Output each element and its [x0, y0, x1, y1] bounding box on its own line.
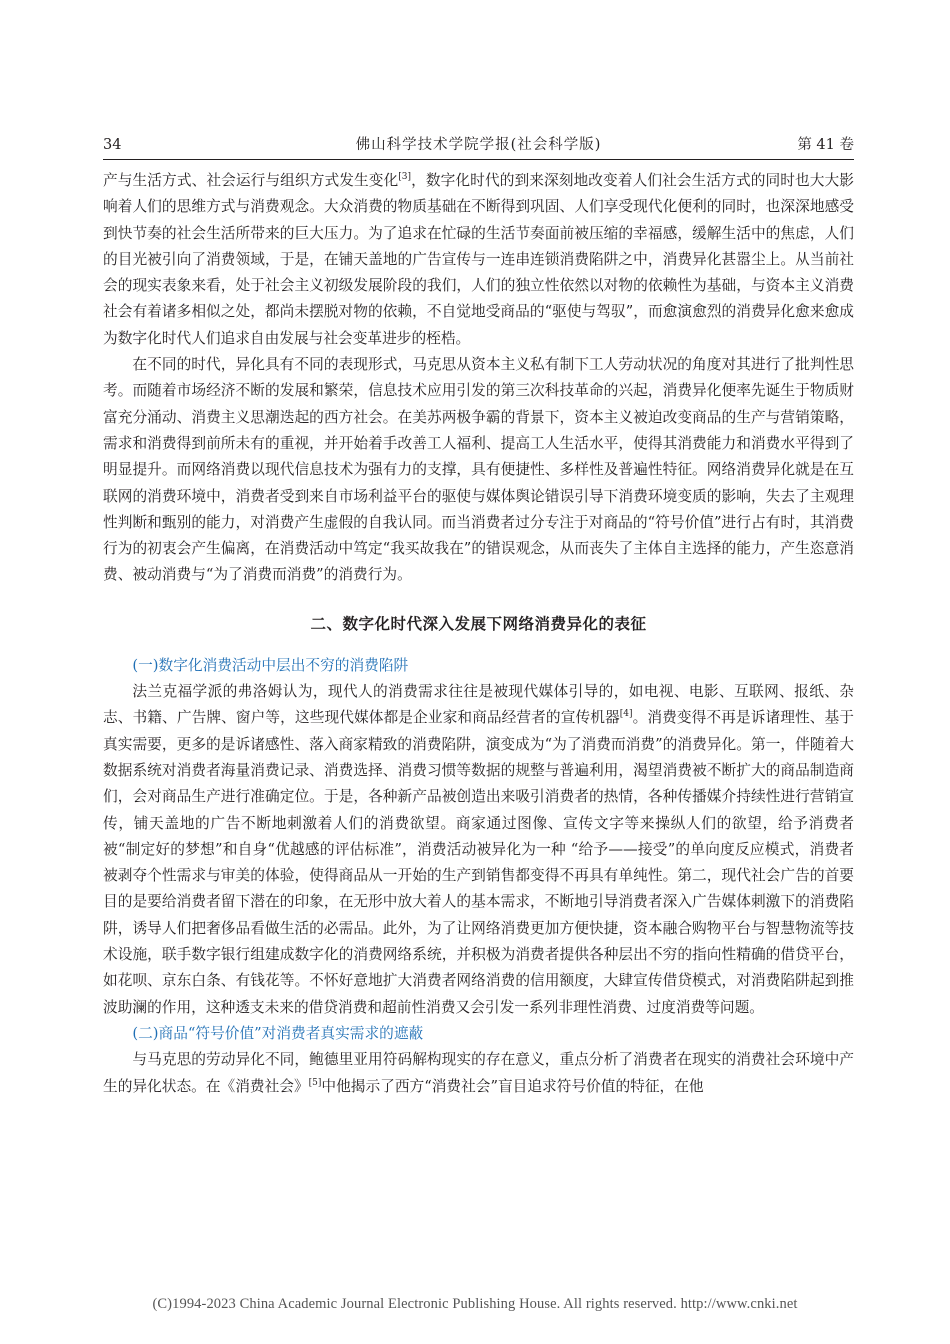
- paragraph-text: 中他揭示了西方“消费社会”盲目追求符号价值的特征，在他: [321, 1077, 704, 1095]
- paragraph: 在不同的时代，异化具有不同的表现形式，马克思从资本主义私有制下工人劳动状况的角度对其进行了批判性思考。而随着市场经济不断的发展和繁荣，信息技术应用引发的第三次科技革命的兴起，消费异化便率先诞生于物质财富充分涌动、消费主义思潮迭起的西方社会。在美苏两极争霸的背景下，资本主义被迫改变商品的生产与营销策略，需求和消费得到前所未有的重视，并开始着手改善工人福利、提高工人生活水平，使得其消费能力和消费水平得到了明显提升。而网络消费以现代信息技术为强有力的支撑，具有便捷性、多样性及普遍性特征。网络消费异化就是在互联网的消费环境中，消费者受到来自市场利益平台的驱使与媒体舆论错误引导下消费环境变质的影响，失去了主观理性判断和甄别的能力，对消费产生虚假的自我认同。而当消费者过分专注于对商品的“符号价值”进行占有时，其消费行为的初衷会产生偏离，在消费活动中笃定“我买故我在”的错误观念，从而丧失了主体自主选择的能力，产生恣意消费、被动消费与“为了消费而消费”的消费行为。: [103, 356, 854, 584]
- subsection-heading: (一)数字化消费活动中层出不穷的消费陷阱: [132, 656, 409, 674]
- article-body: [103, 168, 854, 1100]
- subsection-heading: (二)商品“符号价值”对消费者真实需求的遮蔽: [132, 1024, 424, 1042]
- volume-label: 第 41 卷: [797, 137, 854, 153]
- citation-marker[interactable]: [4]: [619, 709, 633, 720]
- paragraph-text: ，数字化时代的到来深刻地改变着人们社会生活方式的同时也大大影响着人们的思维方式与消费观念。大众消费的物质基础在不断得到巩固、人们享受现代化便利的同时，也深深地感受到快节奏的社会生活所带来的巨大压力。为了追求在忙碌的生活节奏面前被压缩的幸福感，缓解生活中的焦虑，人们的目光被引向了消费领域，于是，在铺天盖地的广告宣传与一连串连锁消费陷阱之中，消费异化甚嚣尘上。从当前社会的现实表象来看，处于社会主义初级发展阶段的我们，人们的独立性依然以对物的依赖性为基础，与资本主义消费社会有着诸多相似之处，都尚未摆脱对物的依赖，不自觉地受商品的“驱使与驾驭”，而愈演愈烈的消费异化愈来愈成为数字化时代人们追求自由发展与社会变革进步的桎梏。: [103, 172, 854, 347]
- paragraph-text: 产与生活方式、社会运行与组织方式发生变化: [103, 172, 399, 189]
- copyright-footer: (C)1994-2023 China Academic Journal Electronic Publishing House. All rights reserved. http://www.cnki.net: [152, 1296, 798, 1312]
- citation-marker[interactable]: [5]: [308, 1077, 322, 1088]
- paragraph-text: 。消费变得不再是诉诸理性、基于真实需要，更多的是诉诸感性、落入商家精致的消费陷阱，演变成为“为了消费而消费”的消费异化。第一，伴随着大数据系统对消费者海量消费记录、消费选择、消费习惯等数据的规整与普遍利用，渴望消费被不断扩大的商品制造商们，会对商品生产进行准确定位。于是，各种新产品被创造出来吸引消费者的热情，各种传播媒介持续性进行营销宣传，铺天盖地的广告不断地刺激着人们的消费欲望。商家通过图像、宣传文字等来操纵人们的欲望，给予消费者被“制定好的梦想”和自身“优越感的评估标准”，消费活动被异化为一种 “给予——接受”的单向度反应模式，消费者被剥夺个性需求与审美的体验，使得商品从一开始的生产到销售都变得不再具有单纯性。第二，现代社会广告的首要目的是要给消费者留下潜在的印象，在无形中放大着人的基本需求，不断地引导消费者深入广告媒体刺激下的消费陷阱，诱导人们把奢侈品看做生活的必需品。此外，为了让网络消费更加方便快捷，资本融合购物平台与智慧物流等技术设施，联手数字银行组建成数字化的消费网络系统，并积极为消费者提供各种层出不穷的指向性精确的借贷平台，如花呗、京东白条、有钱花等。不怀好意地扩大消费者网络消费的信用额度，大肆宣传借贷模式，对消费陷阱起到推波助澜的作用，这种透支未来的借贷消费和超前性消费又会引发一系列非理性消费、过度消费等问题。: [103, 709, 854, 1016]
- paragraph: [103, 679, 854, 1021]
- paragraph-text: 与马克思的劳动异化不同，鲍德里亚用符码解构现实的存在意义，重点分析了消费者在现实的消费社会环境中产生的异化状态。在《消费社会》: [103, 1051, 854, 1095]
- header-rule: [103, 159, 854, 160]
- page-number: 34: [103, 137, 122, 153]
- citation-marker[interactable]: [3]: [398, 172, 412, 183]
- paragraph-text: 法兰克福学派的弗洛姆认为，现代人的消费需求往往是被现代媒体引导的，如电视、电影、互联网、报纸、杂志、书籍、广告牌、窗户等，这些现代媒体都是企业家和商品经营者的宣传机器: [103, 683, 854, 727]
- journal-name: 佛山科学技术学院学报(社会科学版): [355, 137, 602, 153]
- paragraph: [103, 1047, 854, 1100]
- paragraph-continued: [103, 168, 854, 352]
- running-header: [103, 133, 854, 157]
- section-heading: 二、数字化时代深入发展下网络消费异化的表征: [310, 614, 647, 633]
